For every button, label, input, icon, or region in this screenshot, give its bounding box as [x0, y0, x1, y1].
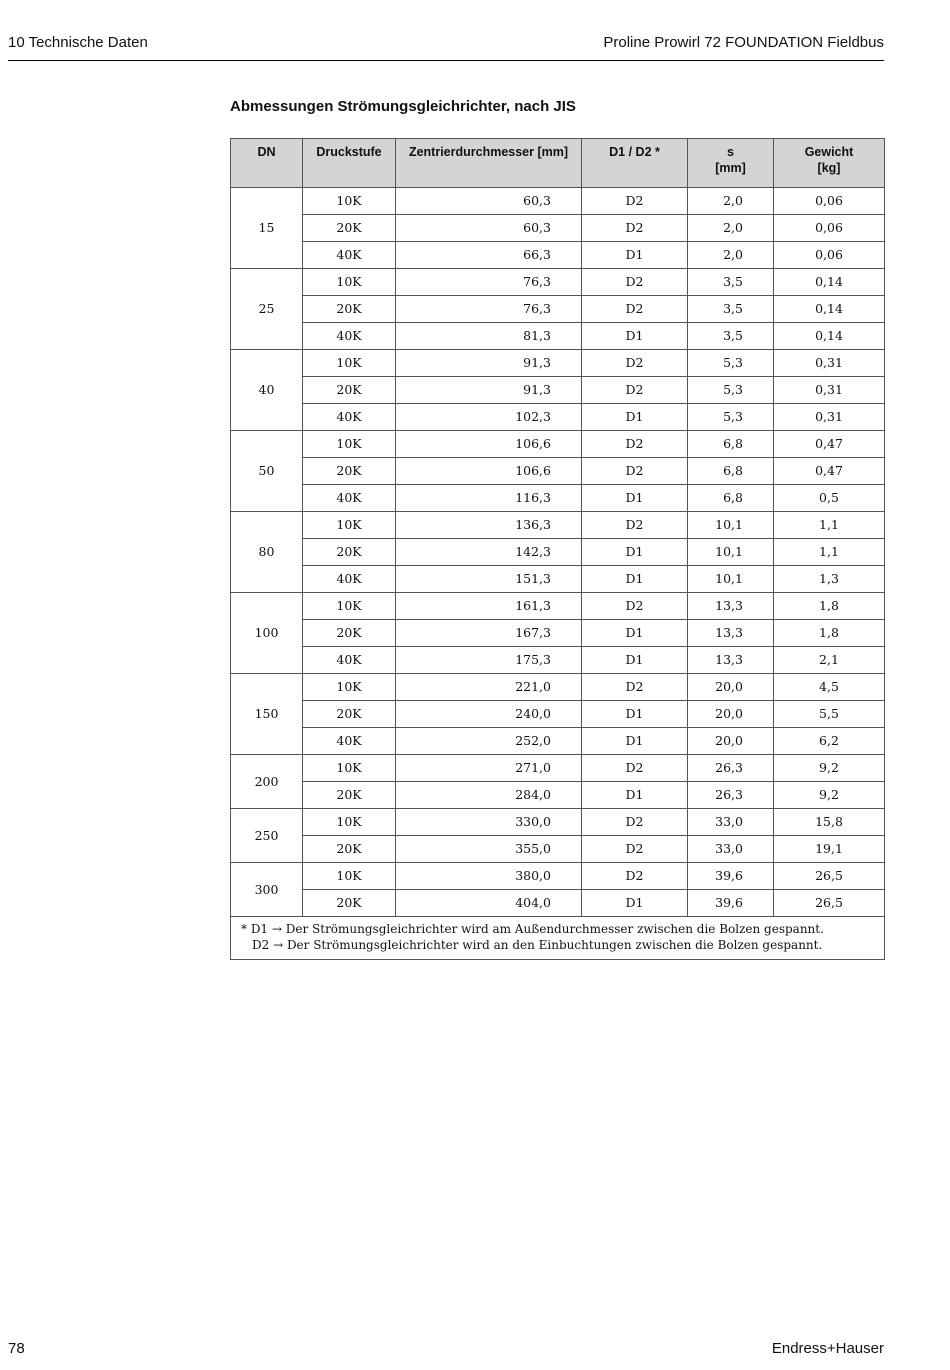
- pressure-cell: 40K: [303, 647, 396, 674]
- thickness-cell: 10,1: [688, 539, 774, 566]
- type-cell: D1: [582, 647, 688, 674]
- weight-cell: 1,8: [774, 620, 885, 647]
- dn-cell: 15: [231, 188, 303, 269]
- diameter-cell: 380,0: [396, 863, 582, 890]
- type-cell: D2: [582, 809, 688, 836]
- type-cell: D1: [582, 728, 688, 755]
- diameter-cell: 161,3: [396, 593, 582, 620]
- thickness-cell: 2,0: [688, 215, 774, 242]
- dn-cell: 80: [231, 512, 303, 593]
- page-header: [8, 30, 884, 61]
- table-row: [231, 485, 885, 512]
- column-header: Zentrierdurchmesser [mm]: [396, 139, 582, 188]
- footnote-row: [231, 917, 885, 960]
- table-body: [231, 188, 885, 960]
- thickness-cell: 39,6: [688, 890, 774, 917]
- type-cell: D1: [582, 485, 688, 512]
- diameter-cell: 106,6: [396, 431, 582, 458]
- table-row: [231, 647, 885, 674]
- table-row: [231, 728, 885, 755]
- thickness-cell: 2,0: [688, 242, 774, 269]
- thickness-cell: 26,3: [688, 782, 774, 809]
- type-cell: D2: [582, 377, 688, 404]
- diameter-cell: 167,3: [396, 620, 582, 647]
- thickness-cell: 33,0: [688, 836, 774, 863]
- thickness-cell: 20,0: [688, 701, 774, 728]
- weight-cell: 0,06: [774, 188, 885, 215]
- type-cell: D2: [582, 458, 688, 485]
- type-cell: D2: [582, 512, 688, 539]
- type-cell: D2: [582, 215, 688, 242]
- brand-name: Endress+Hauser: [771, 1340, 884, 1357]
- thickness-cell: 10,1: [688, 512, 774, 539]
- diameter-cell: 106,6: [396, 458, 582, 485]
- weight-cell: 9,2: [774, 782, 885, 809]
- thickness-cell: 3,5: [688, 323, 774, 350]
- thickness-cell: 5,3: [688, 377, 774, 404]
- dn-cell: 200: [231, 755, 303, 809]
- footnote: [231, 917, 885, 960]
- type-cell: D2: [582, 593, 688, 620]
- diameter-cell: 240,0: [396, 701, 582, 728]
- dn-cell: 100: [231, 593, 303, 674]
- thickness-cell: 39,6: [688, 863, 774, 890]
- table-row: [231, 809, 885, 836]
- thickness-cell: 26,3: [688, 755, 774, 782]
- thickness-cell: 3,5: [688, 269, 774, 296]
- dimensions-table: [230, 138, 885, 960]
- thickness-cell: 6,8: [688, 485, 774, 512]
- table-row: [231, 215, 885, 242]
- footnote-line: * D1 → Der Strömungsgleichrichter wird am Außendurchmesser zwischen die Bolzen gespannt.: [241, 922, 824, 936]
- pressure-cell: 40K: [303, 566, 396, 593]
- type-cell: D1: [582, 890, 688, 917]
- type-cell: D1: [582, 620, 688, 647]
- column-header: Gewicht [kg]: [774, 139, 885, 188]
- type-cell: D2: [582, 269, 688, 296]
- type-cell: D2: [582, 188, 688, 215]
- diameter-cell: 151,3: [396, 566, 582, 593]
- table-row: [231, 836, 885, 863]
- footnote-line: D2 → Der Strömungsgleichrichter wird an den Einbuchtungen zwischen die Bolzen gespannt.: [252, 938, 823, 952]
- thickness-cell: 20,0: [688, 728, 774, 755]
- pressure-cell: 10K: [303, 350, 396, 377]
- diameter-cell: 76,3: [396, 269, 582, 296]
- thickness-cell: 13,3: [688, 620, 774, 647]
- pressure-cell: 20K: [303, 890, 396, 917]
- thickness-cell: 2,0: [688, 188, 774, 215]
- type-cell: D2: [582, 431, 688, 458]
- type-cell: D1: [582, 701, 688, 728]
- table-row: [231, 458, 885, 485]
- pressure-cell: 10K: [303, 674, 396, 701]
- weight-cell: 5,5: [774, 701, 885, 728]
- pressure-cell: 10K: [303, 809, 396, 836]
- pressure-cell: 10K: [303, 431, 396, 458]
- column-header: D1 / D2 *: [582, 139, 688, 188]
- diameter-cell: 252,0: [396, 728, 582, 755]
- type-cell: D2: [582, 863, 688, 890]
- diameter-cell: 76,3: [396, 296, 582, 323]
- diameter-cell: 136,3: [396, 512, 582, 539]
- pressure-cell: 20K: [303, 215, 396, 242]
- weight-cell: 26,5: [774, 863, 885, 890]
- diameter-cell: 330,0: [396, 809, 582, 836]
- weight-cell: 9,2: [774, 755, 885, 782]
- thickness-cell: 6,8: [688, 458, 774, 485]
- weight-cell: 1,3: [774, 566, 885, 593]
- column-header: s [mm]: [688, 139, 774, 188]
- diameter-cell: 284,0: [396, 782, 582, 809]
- weight-cell: 0,31: [774, 350, 885, 377]
- table-row: [231, 323, 885, 350]
- dn-cell: 250: [231, 809, 303, 863]
- pressure-cell: 20K: [303, 458, 396, 485]
- pressure-cell: 40K: [303, 485, 396, 512]
- table-row: [231, 701, 885, 728]
- weight-cell: 0,47: [774, 458, 885, 485]
- pressure-cell: 10K: [303, 863, 396, 890]
- pressure-cell: 20K: [303, 377, 396, 404]
- diameter-cell: 404,0: [396, 890, 582, 917]
- type-cell: D2: [582, 755, 688, 782]
- diameter-cell: 142,3: [396, 539, 582, 566]
- chapter-title: 10 Technische Daten: [8, 34, 148, 51]
- thickness-cell: 10,1: [688, 566, 774, 593]
- weight-cell: 0,14: [774, 296, 885, 323]
- diameter-cell: 91,3: [396, 377, 582, 404]
- table-row: [231, 431, 885, 458]
- weight-cell: 0,06: [774, 242, 885, 269]
- table-row: [231, 674, 885, 701]
- diameter-cell: 81,3: [396, 323, 582, 350]
- diameter-cell: 355,0: [396, 836, 582, 863]
- type-cell: D2: [582, 350, 688, 377]
- pressure-cell: 40K: [303, 728, 396, 755]
- weight-cell: 0,47: [774, 431, 885, 458]
- weight-cell: 0,06: [774, 215, 885, 242]
- table-row: [231, 377, 885, 404]
- diameter-cell: 221,0: [396, 674, 582, 701]
- weight-cell: 1,1: [774, 539, 885, 566]
- diameter-cell: 60,3: [396, 188, 582, 215]
- diameter-cell: 60,3: [396, 215, 582, 242]
- thickness-cell: 5,3: [688, 350, 774, 377]
- table-row: [231, 350, 885, 377]
- pressure-cell: 40K: [303, 404, 396, 431]
- weight-cell: 15,8: [774, 809, 885, 836]
- thickness-cell: 33,0: [688, 809, 774, 836]
- dn-cell: 40: [231, 350, 303, 431]
- weight-cell: 1,8: [774, 593, 885, 620]
- weight-cell: 26,5: [774, 890, 885, 917]
- pressure-cell: 40K: [303, 242, 396, 269]
- type-cell: D1: [582, 323, 688, 350]
- column-header: DN: [231, 139, 303, 188]
- diameter-cell: 102,3: [396, 404, 582, 431]
- table-row: [231, 782, 885, 809]
- type-cell: D1: [582, 782, 688, 809]
- type-cell: D1: [582, 539, 688, 566]
- weight-cell: 0,14: [774, 323, 885, 350]
- weight-cell: 0,31: [774, 404, 885, 431]
- table-row: [231, 242, 885, 269]
- thickness-cell: 13,3: [688, 647, 774, 674]
- diameter-cell: 271,0: [396, 755, 582, 782]
- weight-cell: 19,1: [774, 836, 885, 863]
- table-row: [231, 593, 885, 620]
- table-row: [231, 566, 885, 593]
- table-row: [231, 188, 885, 215]
- table-row: [231, 620, 885, 647]
- dn-cell: 50: [231, 431, 303, 512]
- pressure-cell: 20K: [303, 836, 396, 863]
- type-cell: D2: [582, 674, 688, 701]
- weight-cell: 2,1: [774, 647, 885, 674]
- pressure-cell: 10K: [303, 755, 396, 782]
- type-cell: D1: [582, 242, 688, 269]
- pressure-cell: 10K: [303, 593, 396, 620]
- table-row: [231, 404, 885, 431]
- table-row: [231, 890, 885, 917]
- pressure-cell: 10K: [303, 512, 396, 539]
- table-row: [231, 863, 885, 890]
- table-row: [231, 755, 885, 782]
- weight-cell: 6,2: [774, 728, 885, 755]
- diameter-cell: 91,3: [396, 350, 582, 377]
- weight-cell: 1,1: [774, 512, 885, 539]
- weight-cell: 0,14: [774, 269, 885, 296]
- pressure-cell: 20K: [303, 782, 396, 809]
- thickness-cell: 20,0: [688, 674, 774, 701]
- weight-cell: 0,5: [774, 485, 885, 512]
- product-title: Proline Prowirl 72 FOUNDATION Fieldbus: [603, 34, 884, 51]
- thickness-cell: 6,8: [688, 431, 774, 458]
- dn-cell: 25: [231, 269, 303, 350]
- pressure-cell: 40K: [303, 323, 396, 350]
- diameter-cell: 175,3: [396, 647, 582, 674]
- thickness-cell: 13,3: [688, 593, 774, 620]
- table-header-row: [231, 139, 885, 188]
- pressure-cell: 10K: [303, 188, 396, 215]
- dn-cell: 150: [231, 674, 303, 755]
- pressure-cell: 10K: [303, 269, 396, 296]
- pressure-cell: 20K: [303, 539, 396, 566]
- table-row: [231, 296, 885, 323]
- pressure-cell: 20K: [303, 620, 396, 647]
- thickness-cell: 5,3: [688, 404, 774, 431]
- type-cell: D2: [582, 836, 688, 863]
- dn-cell: 300: [231, 863, 303, 917]
- thickness-cell: 3,5: [688, 296, 774, 323]
- page-number: 78: [8, 1340, 25, 1357]
- section-title: Abmessungen Strömungsgleichrichter, nach JIS: [230, 98, 576, 115]
- diameter-cell: 116,3: [396, 485, 582, 512]
- table-row: [231, 539, 885, 566]
- table-row: [231, 269, 885, 296]
- column-header: Druckstufe: [303, 139, 396, 188]
- pressure-cell: 20K: [303, 701, 396, 728]
- type-cell: D2: [582, 296, 688, 323]
- table-row: [231, 512, 885, 539]
- weight-cell: 0,31: [774, 377, 885, 404]
- type-cell: D1: [582, 404, 688, 431]
- pressure-cell: 20K: [303, 296, 396, 323]
- diameter-cell: 66,3: [396, 242, 582, 269]
- type-cell: D1: [582, 566, 688, 593]
- weight-cell: 4,5: [774, 674, 885, 701]
